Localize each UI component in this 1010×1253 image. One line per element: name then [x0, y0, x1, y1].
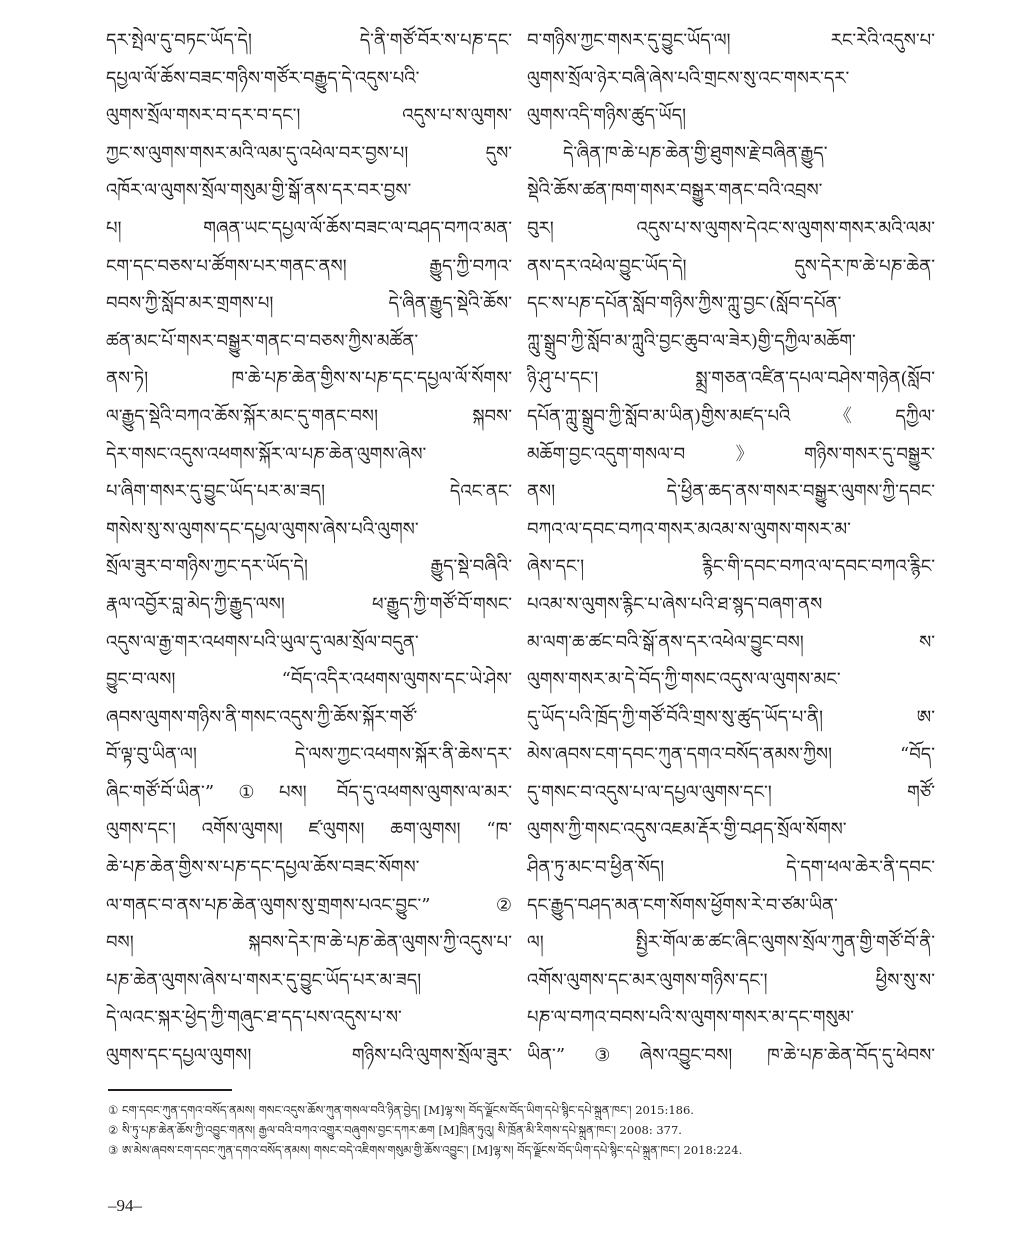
text-line: མཆོག་བྱང་འདུག་གསལ་བ》གཉིས་གསར་དུ་བསྒྱུར་: [527, 443, 935, 465]
text-line: པའམ་ས་ལུགས་རྙིང་པ་ཞེས་པའི་ཐ་སྙད་བཞག་ནས: [527, 593, 823, 615]
text-line: ཤིན་ཏུ་མང་བ་ཕྱིན་སོད། དེ་དག་ཕལ་ཆེར་ནི་དབང་: [527, 857, 935, 879]
text-line: ཆེ་པཎ་ཆེན་གྱིས་ས་པཎ་དང་དཔྱལ་ཆོས་བཟང་སོགས་: [106, 857, 420, 879]
footnotes: [108, 1100, 938, 1160]
text-line: དེ་ལའང་སྐར་ཕྱེད་ཀྱི་གཞུང་ཐ་དད་པས་འདུས་པ་ས་: [106, 1007, 402, 1029]
text-line: སྡེའི་ཆོས་ཚན་ཁག་གསར་བསྒྱུར་གནང་བའི་འབྲས་: [527, 180, 823, 202]
text-line: བབས་ཀྱི་སློབ་མར་གྲགས་པ། དེ་ཞིན་རྒྱུད་སྡེའི་ཆོས་: [106, 293, 512, 315]
text-line: ནས་དར་འཕེལ་བྱུང་ཡོད་དེ། དུས་དེར་ཁ་ཆེ་པཎ་ཆེན་: [527, 255, 935, 277]
text-line: ལ་གནང་བ་ནས་པཎ་ཆེན་ལུགས་སུ་གྲགས་པའང་བྱུང་”②: [106, 894, 512, 916]
text-line: བ་གཉིས་ཀྱང་གསར་དུ་བྱུང་ཡོད་ལ། རང་རེའི་འདུས་པ་: [527, 30, 935, 51]
text-line: བོ་ལྟ་བུ་ཡིན་ལ། དེ་ལས་ཀྱང་འཕགས་སྐོར་ནི་ཆེས་དར་: [106, 744, 512, 766]
text-line: ལུགས་སྲོལ་ཉེར་བཞི་ཞེས་པའི་གྲངས་སུ་འང་གསར་དར་: [527, 67, 850, 89]
text-line: ཡིན་”③ཞེས་འབྱུང་བས། ཁ་ཆེ་པཎ་ཆེན་བོད་དུ་ཕེབས་: [527, 1045, 935, 1067]
text-line: ཀླུ་སྒྲུབ་ཀྱི་སློབ་མ་ཀླུའི་བྱང་ཆུབ་ལ་ཟེར)གྱི་དཀྱིལ་མཆོག་: [527, 330, 856, 352]
text-line: ལུགས་དང་དཔྱལ་ལུགས། གཉིས་པའི་ལུགས་སྲོལ་ཟུར་: [106, 1045, 512, 1067]
right-text-column: [527, 22, 935, 1075]
text-line: དེར་གསང་འདུས་འཕགས་སྐོར་ལ་པཎ་ཆེན་ལུགས་ཞེས་: [106, 443, 427, 465]
text-line: ལུགས་འདི་གཉིས་ཚུད་ཡོད།: [527, 105, 687, 127]
text-line: འཁོར་ལ་ལུགས་སྲོལ་གསུམ་གྱི་སྒོ་ནས་དར་བར་བྱས་: [106, 180, 412, 202]
text-line: མ་ལག་ཆ་ཚང་བའི་སྒོ་ནས་དར་འཕེལ་བྱུང་བས། ས་: [527, 631, 935, 653]
text-line: ལ་རྒྱུད་སྡེའི་བཀའ་ཆོས་སྐོར་མང་དུ་གནང་བས། སྐབས་: [106, 405, 512, 427]
text-line: ལུགས་སྲོལ་གསར་བ་དར་བ་དང་། འདུས་པ་ས་ལུགས་: [106, 105, 512, 127]
text-line: དུ་གསང་བ་འདུས་པ་ལ་དཔྱལ་ལུགས་དང་། གཙོ་: [527, 781, 935, 803]
text-line: པ་ཞིག་གསར་དུ་བྱུང་ཡོད་པར་མ་ཟད། དེའང་ནང་: [106, 481, 512, 503]
text-line: དེ་ཞིན་ཁ་ཆེ་པཎ་ཆེན་གྱི་ཐུགས་རྗེ་བཞིན་རྒྱུད་: [563, 142, 828, 164]
footnote: ② སི་ཏུ་པཎ་ཆེན་ཆོས་ཀྱི་འབྱུང་གནས། རྒྱལ་བའི་བཀའ་འགྱུར་བཞུགས་བྱང་དཀར་ཆག [M]ཁྲིན་ཏུའུ། སི་ཁྲོན་མི་རིགས་དཔེ་སྐྲུན་ཁང་། 2008: 377.: [108, 1123, 682, 1137]
footnote: ③ ཨ་མེས་ཞབས་ངག་དབང་ཀུན་དགའ་བསོད་ནམས། གསང་བདེ་འཇིགས་གསུམ་གྱི་ཆོས་འབྱུང་། [M]ལྷ་ས། བོད་ལྗོངས་བོད་ཡིག་དཔེ་སྙིང་དཔེ་སྐྲུན་ཁང་། 2018:224.: [108, 1143, 743, 1157]
text-line: ལུགས་ཀྱི་གསང་འདུས་འཇམ་རྡོར་གྱི་བཤད་སྲོལ་སོགས་: [527, 819, 847, 841]
text-line: ནས་ཏེ། ཁ་ཆེ་པཎ་ཆེན་གྱིས་ས་པཎ་དང་དཔྱལ་ལོ་སོགས་: [106, 368, 512, 390]
text-line: འགོས་ལུགས་དང་མར་ལུགས་གཉིས་དང་། ཕྱིས་སུ་ས་: [527, 969, 935, 991]
text-line: སྲོལ་ཟུར་བ་གཉིས་ཀྱང་དར་ཡོད་དེ། རྒྱུད་སྡེ་བཞིའི་: [106, 556, 512, 578]
text-line: དུ་ཡོད་པའི་ཁྲོད་ཀྱི་གཙོ་བོའི་གྲས་སུ་ཚུད་ཡོད་པ་ནི། ཨ་: [527, 706, 935, 728]
text-line: ནས། དེ་ཕྱིན་ཆད་ནས་གསར་བསྒྱུར་ལུགས་ཀྱི་དབང་: [527, 481, 935, 503]
text-line: པཎ་ལ་བཀའ་བབས་པའི་ས་ལུགས་གསར་མ་དང་གསུམ་: [527, 1007, 855, 1029]
text-line: རྣལ་འབྱོར་བླ་མེད་ཀྱི་རྒྱུད་ལས། ཕ་རྒྱུད་ཀྱི་གཙོ་བོ་གསང་: [106, 593, 512, 615]
text-line: ཀྱང་ས་ལུགས་གསར་མའི་ལམ་དུ་འཕེལ་བར་བྱས་པ། དུས་: [106, 142, 512, 164]
text-line: དང་རྒྱུད་བཤད་མན་ངག་སོགས་ཕྱོགས་རེ་བ་ཙམ་ཡིན་: [527, 894, 838, 916]
text-line: ཞེས་དང་། རྙིང་གི་དབང་བཀའ་ལ་དབང་བཀའ་རྙིང་: [527, 556, 935, 578]
text-line: མེས་ཞབས་ངག་དབང་ཀུན་དགའ་བསོད་ནམས་ཀྱིས། “བོད་: [527, 744, 935, 766]
left-text-column: [106, 22, 512, 1075]
text-line: དང་ས་པཎ་དཔོན་སློབ་གཉིས་ཀྱིས་ཀླུ་བྱང་(སློབ་དཔོན་: [527, 293, 842, 315]
text-line: འདུས་ལ་རྒྱ་གར་འཕགས་པའི་ཡུལ་དུ་ལམ་སྲོལ་བདུན་: [106, 631, 419, 653]
text-line: ལུགས་དང་། འགོས་ལུགས། ཛ་ལུགས། ཆག་ལུགས། “ཁ་: [106, 819, 512, 841]
text-line: ཚན་མང་པོ་གསར་བསྒྱུར་གནང་བ་བཅས་ཀྱིས་མཚོན་: [106, 330, 419, 352]
text-line: དཔྱལ་ལོ་ཆོས་བཟང་གཉིས་གཙོར་བརྒྱུད་དེ་འདུས་པའི་: [106, 67, 420, 89]
text-line: ངག་དང་བཅས་པ་ཚོགས་པར་གནང་ནས། རྒྱུད་ཀྱི་བཀའ་: [106, 255, 512, 277]
text-line: ཉི་ཤུ་པ་དང་། སྨྲ་གཅན་འཛིན་དཔལ་བཤེས་གཉེན(སློབ་: [527, 368, 935, 390]
text-line: ལ། སྤྱིར་གོལ་ཆ་ཚང་ཞིང་ལུགས་སྲོལ་ཀུན་གྱི་གཙོ་བོ་ནི་: [527, 932, 935, 954]
text-line: ཞིང་གཙོ་བོ་ཡིན་”①པས། བོད་དུ་འཕགས་ལུགས་ལ་མར་: [106, 781, 512, 803]
page-number: –94–: [108, 1196, 142, 1215]
text-line: གསེས་སུ་ས་ལུགས་དང་དཔྱལ་ལུགས་ཞེས་པའི་ལུགས་: [106, 518, 419, 540]
text-line: ཞབས་ལུགས་གཉིས་ནི་གསང་འདུས་ཀྱི་ཆོས་སྐོར་གཙོ་: [106, 706, 418, 728]
footnote-divider: [108, 1089, 232, 1091]
text-line: པཎ་ཆེན་ལུགས་ཞེས་པ་གསར་དུ་བྱུང་ཡོད་པར་མ་ཟད།: [106, 969, 422, 991]
text-line: པ། གཞན་ཡང་དཔྱལ་ལོ་ཆོས་བཟང་ལ་བཤད་བཀའ་མན་: [106, 217, 512, 239]
text-line: བྱུང་བ་ལས། “བོད་འདིར་འཕགས་ལུགས་དང་ཡེ་ཤེས་: [106, 669, 512, 691]
text-line: ལུགས་གསར་མ་དེ་བོད་ཀྱི་གསང་འདུས་ལ་ལུགས་མང་: [527, 669, 841, 691]
text-line: དཔོན་ཀླུ་སྒྲུབ་ཀྱི་སློབ་མ་ཡིན)གྱིས་མཛད་པའི《དཀྱིལ་: [527, 405, 935, 427]
text-line: བས། སྐབས་དེར་ཁ་ཆེ་པཎ་ཆེན་ལུགས་ཀྱི་འདུས་པ་: [106, 932, 512, 954]
text-line: དར་སྤེལ་དུ་བཏང་ཡོད་དེ། དེ་ནི་གཙོ་བོར་ས་པཎ་དང་: [106, 30, 512, 51]
text-line: བུར། འདུས་པ་ས་ལུགས་དེའང་ས་ལུགས་གསར་མའི་ལམ་: [527, 217, 935, 239]
footnote: ① ངག་དབང་ཀུན་དགའ་བསོད་ནམས། གསང་འདུས་ཆོས་ཀུན་གསལ་བའི་ཉིན་བྱེད། [M]ལྷ་ས། བོད་ལྗོངས་བོད་ཡིག་དཔེ་སྙིང་དཔེ་སྐྲུན་ཁང་། 2015:186.: [108, 1103, 694, 1117]
text-line: བཀའ་ལ་དབང་བཀའ་གསར་མའམ་ས་ལུགས་གསར་མ་: [527, 518, 851, 540]
